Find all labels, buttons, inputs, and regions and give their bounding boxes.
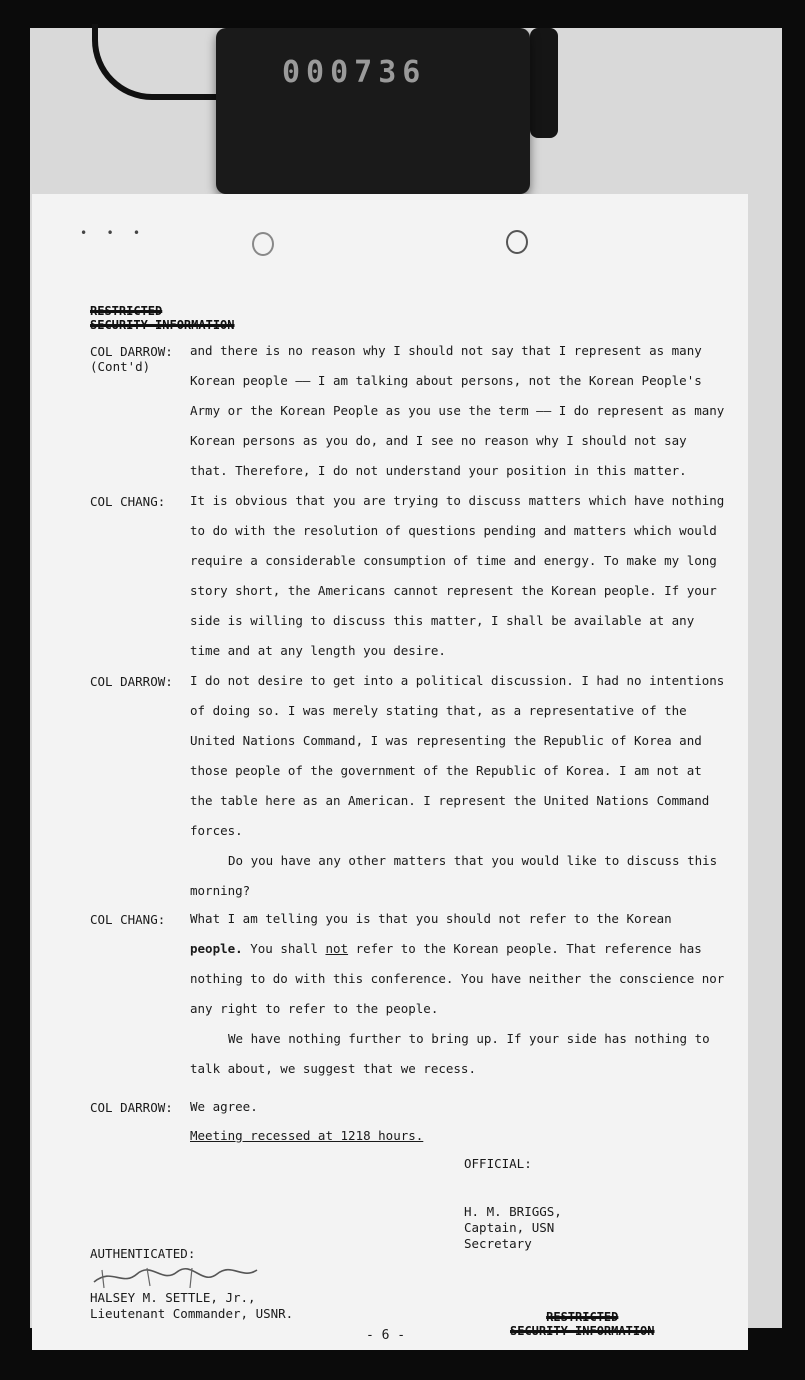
speaker-name: COL CHANG:	[90, 912, 166, 927]
classification-header	[90, 304, 235, 332]
speech-text: It is obvious that you are trying to discuss matters which have nothing to do with the resolution of questions pending and matters which would require a considerable consumption of time and energy. To make my long story short, the Americans cannot represent the Korean people. If your side is willing to discuss this matter, I shall be available at any time and at any length you desire.	[190, 493, 725, 658]
speaker-name: COL DARROW:	[90, 674, 173, 689]
speech-paragraph: We have nothing further to bring up. If your side has nothing to talk about, we suggest that we recess.	[190, 1031, 710, 1076]
speech-text: You shall	[242, 941, 326, 956]
stamp-clip	[530, 28, 558, 138]
official-signature-block	[464, 1204, 562, 1252]
header-security: SECURITY INFORMATION	[90, 318, 235, 332]
speech-text: and there is no reason why I should not say that I represent as many Korean people —— I am talking about persons, not the Korean People's Army or the Korean People as you use the term —— I do represent as many Korean persons as you do, and I see no reason why I should not say that. Therefore, I do not understand your position in this matter.	[190, 343, 725, 478]
signer-name: HALSEY M. SETTLE, Jr.,	[90, 1290, 256, 1305]
speech-text: I do not desire to get into a political discussion. I had no intentions of doing so. I was merely stating that, as a representative of the United Nations Command, I was representing the Republic of Korea and those people of the government of the Republic of Korea. I am not at the table here as an American. I represent the United Nations Command forces.	[190, 673, 725, 838]
numbering-stamp	[216, 28, 530, 194]
speech-paragraph: Do you have any other matters that you would like to discuss this morning?	[190, 853, 718, 898]
punch-hole-left	[252, 232, 274, 256]
punch-dots: • • •	[80, 226, 147, 240]
speaker-name: COL DARROW:	[90, 1100, 173, 1115]
authenticated-label: AUTHENTICATED:	[90, 1246, 196, 1261]
document-page	[32, 194, 748, 1350]
meeting-note: Meeting recessed at 1218 hours.	[190, 1128, 424, 1143]
official-label: OFFICIAL:	[464, 1156, 532, 1171]
official-title: Secretary	[464, 1236, 532, 1251]
page-number: - 6 -	[366, 1328, 406, 1343]
speaker-name: COL CHANG:	[90, 494, 166, 509]
signer-rank: Lieutenant Commander, USNR.	[90, 1306, 294, 1321]
speech-text: What I am telling you is that you should not refer to the Korean	[190, 911, 672, 926]
handwritten-signature	[92, 1262, 262, 1292]
speaker-note: (Cont'd)	[90, 359, 151, 374]
footer-restricted: RESTRICTED	[546, 1310, 619, 1324]
speech-block	[190, 666, 730, 906]
stamp-number: 000736	[282, 55, 427, 90]
speech-text: We agree.	[190, 1099, 258, 1114]
authenticated-signer	[90, 1290, 293, 1322]
speaker-label	[90, 344, 190, 374]
speech-text: refer to the Korean people. That reference has nothing to do with this conference. You have neither the conscience nor any right to refer to the people.	[190, 941, 725, 1016]
official-rank: Captain, USN	[464, 1220, 555, 1235]
speech-emphasis: people.	[190, 941, 243, 956]
speech-block	[190, 904, 730, 1084]
footer-security: SECURITY INFORMATION	[510, 1324, 655, 1338]
speech-underlined: not	[325, 941, 349, 956]
classification-footer	[510, 1310, 655, 1338]
punch-hole-right	[506, 230, 528, 254]
official-name: H. M. BRIGGS,	[464, 1204, 562, 1219]
header-restricted: RESTRICTED	[90, 304, 163, 318]
speaker-name: COL DARROW:	[90, 344, 173, 359]
